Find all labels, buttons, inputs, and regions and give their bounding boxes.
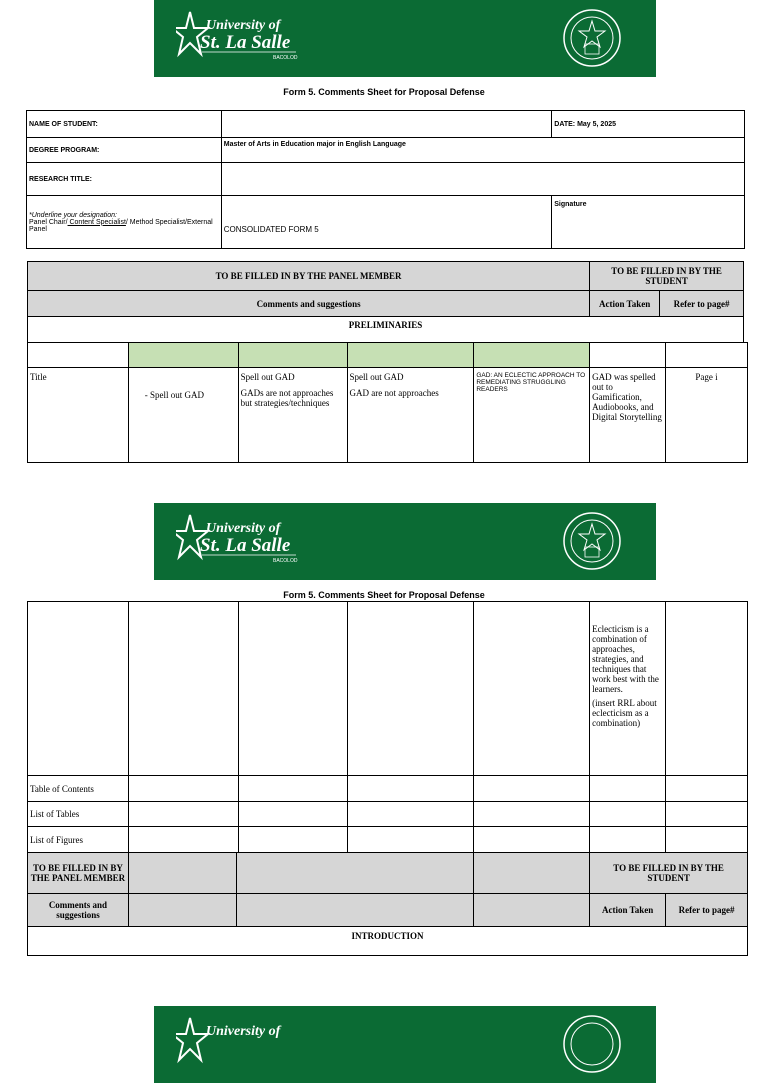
panel-col-3-header <box>347 343 474 368</box>
table-row <box>28 802 748 827</box>
university-line1: University of <box>206 1024 281 1039</box>
action-taken-label: Action Taken <box>590 291 660 317</box>
form-title: Form 5. Comments Sheet for Proposal Defense <box>283 87 485 97</box>
panel-member-header: TO BE FILLED IN BY THE PANEL MEMBER <box>28 262 590 291</box>
research-title-label: RESEARCH TITLE: <box>27 163 222 196</box>
university-line1: University of <box>206 18 281 33</box>
university-banner-page-2 <box>154 503 656 580</box>
comments-label: Comments and suggestions <box>28 291 590 317</box>
university-seal-icon <box>562 511 622 571</box>
title-comment-2a: Spell out GAD <box>240 372 295 382</box>
comments-continuation-table <box>27 601 748 853</box>
row-label-tables: List of Tables <box>28 802 129 827</box>
title-comment-3b: GAD are not approaches <box>349 388 439 398</box>
signature-label: Signature <box>552 196 745 249</box>
title-comment-3a: Spell out GAD <box>349 372 404 382</box>
university-logo <box>176 513 316 569</box>
rrl-note: (insert RRL about eclecticism as a combination) <box>592 698 657 728</box>
consolidated-label: CONSOLIDATED FORM 5 <box>221 196 552 249</box>
university-logo <box>176 1016 316 1072</box>
student-header: TO BE FILLED IN BY THE STUDENT <box>590 262 744 291</box>
preliminaries-header: PRELIMINARIES <box>28 317 744 343</box>
panel-col-2-header <box>238 343 347 368</box>
university-banner-page-3 <box>154 1006 656 1083</box>
title-comment-4: GAD: AN ECLECTIC APPROACH TO REMEDIATING STRUGGLING READERS <box>474 368 590 463</box>
research-title-field[interactable] <box>221 163 744 196</box>
comments-label-2: Comments and suggestions <box>28 894 129 927</box>
designation-rest: / Method Specialist/External Panel <box>29 218 213 233</box>
row-label-figures: List of Figures <box>28 827 129 853</box>
action-taken-label-2: Action Taken <box>590 894 666 927</box>
title-comment-1: - Spell out GAD <box>128 368 238 463</box>
table-row <box>28 368 748 463</box>
degree-value: Master of Arts in Education major in English Language <box>221 138 744 163</box>
designation-panel-chair: Panel Chair/ <box>29 218 68 226</box>
designation-note: *Underline your designation: <box>29 211 117 219</box>
student-info-table <box>26 110 745 249</box>
refer-page-label-2: Refer to page# <box>666 894 748 927</box>
title-comment-3 <box>347 368 474 463</box>
title-comment-2b: GADs are not approaches but strategies/techniques <box>240 388 334 408</box>
name-label: NAME OF STUDENT: <box>27 111 222 138</box>
comments-header-table <box>27 261 744 343</box>
university-seal-icon <box>562 1014 622 1074</box>
degree-label: DEGREE PROGRAM: <box>27 138 222 163</box>
title-refer-page: Page i <box>666 368 748 463</box>
panel-member-header-2: TO BE FILLED IN BY THE PANEL MEMBER <box>28 853 129 894</box>
continuation-action-taken <box>590 602 666 776</box>
name-field[interactable] <box>221 111 552 138</box>
row-label-title: Title <box>28 368 129 463</box>
student-header-2: TO BE FILLED IN BY THE STUDENT <box>590 853 748 894</box>
panel-col-1-header <box>128 343 238 368</box>
row-label-toc: Table of Contents <box>28 776 129 802</box>
university-logo <box>176 10 316 66</box>
university-line2: St. La Salle <box>200 535 291 556</box>
university-banner <box>154 0 656 77</box>
title-comment-2 <box>238 368 347 463</box>
table-row <box>28 776 748 802</box>
designation-content-specialist: Content Specialist <box>67 218 126 226</box>
campus-label: BACOLOD <box>273 558 298 564</box>
refer-page-label: Refer to page# <box>660 291 744 317</box>
form-title-page-2: Form 5. Comments Sheet for Proposal Defense <box>283 590 485 600</box>
table-row <box>28 602 748 776</box>
eclecticism-note: Eclecticism is a combination of approaches, strategies, and techniques that work best with the learners. <box>592 624 659 694</box>
designation-cell <box>27 196 222 249</box>
date-label: DATE: May 5, 2025 <box>552 111 745 138</box>
comments-body-table <box>27 342 748 463</box>
table-row <box>28 827 748 853</box>
introduction-header-table <box>27 852 748 956</box>
title-action-taken: GAD was spelled out to Gamification, Audiobooks, and Digital Storytelling <box>590 368 666 463</box>
campus-label: BACOLOD <box>273 55 298 61</box>
university-line2: St. La Salle <box>200 32 291 53</box>
university-line1: University of <box>206 521 281 536</box>
introduction-header: INTRODUCTION <box>28 927 748 956</box>
panel-col-4-header <box>474 343 590 368</box>
university-seal-icon <box>562 8 622 68</box>
